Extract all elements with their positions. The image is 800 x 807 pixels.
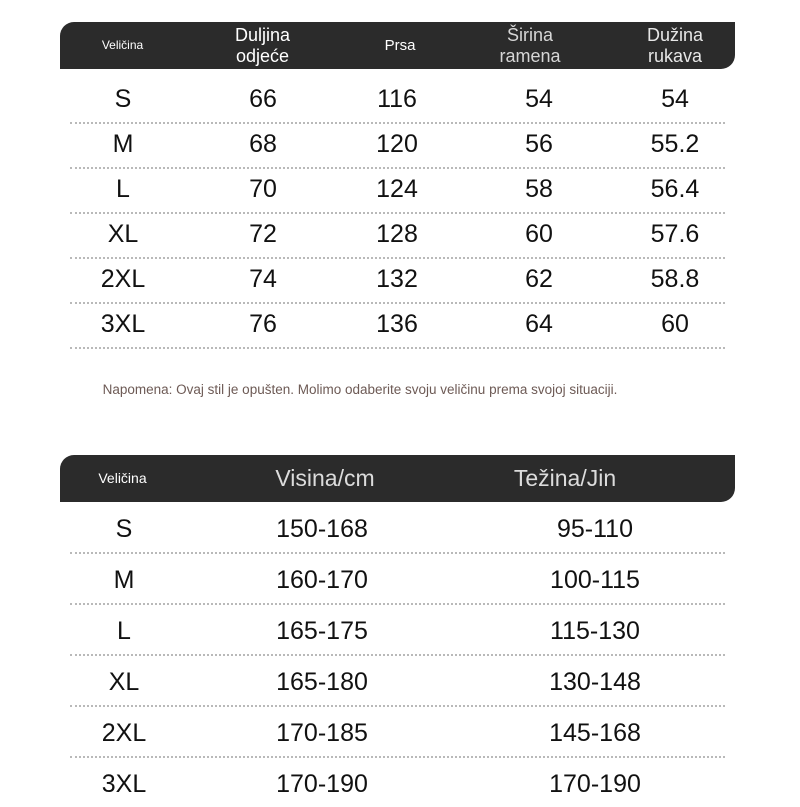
measurement-value: 132: [376, 265, 418, 293]
header-shoulder-width: Širina ramena: [499, 24, 561, 66]
weight-range: 100-115: [550, 565, 640, 594]
measurement-value: 55.2: [650, 130, 700, 158]
size-label: S: [114, 85, 132, 113]
table-row: [70, 557, 725, 605]
table-row: [70, 167, 725, 214]
weight-range: 115-130: [550, 616, 640, 645]
table-row: [70, 257, 725, 304]
header-garment-length: Duljina odjeće: [234, 24, 291, 66]
table-row: [70, 212, 725, 259]
measurement-value: 68: [249, 130, 277, 158]
measurement-value: 58.8: [650, 265, 700, 293]
measurement-value: 66: [249, 85, 277, 113]
measurement-value: 128: [376, 220, 418, 248]
measurement-value: 70: [249, 175, 277, 203]
measurement-value: 76: [249, 310, 277, 338]
height-range: 165-180: [276, 667, 368, 696]
size-label: 2XL: [101, 718, 147, 747]
size-label: M: [112, 130, 134, 158]
measurement-value: 54: [525, 85, 553, 113]
measurement-value: 56: [525, 130, 553, 158]
measurement-value: 72: [249, 220, 277, 248]
measurement-value: 62: [525, 265, 553, 293]
size-label: L: [116, 175, 130, 203]
weight-range: 95-110: [557, 514, 633, 543]
measurement-value: 54: [661, 85, 689, 113]
measurement-value: 124: [376, 175, 418, 203]
measurement-value: 136: [376, 310, 418, 338]
size-label: 3XL: [101, 769, 147, 798]
measurement-value: 56.4: [650, 175, 700, 203]
height-range: 170-190: [276, 769, 368, 798]
header-size: Veličina: [101, 37, 144, 52]
size-label: M: [113, 565, 135, 594]
table-row: [70, 761, 725, 807]
measurement-value: 74: [249, 265, 277, 293]
size-label: XL: [107, 220, 139, 248]
header-chest: Prsa: [384, 36, 416, 54]
measurement-value: 64: [525, 310, 553, 338]
table-row: [70, 710, 725, 758]
height-range: 160-170: [276, 565, 368, 594]
weight-range: 145-168: [549, 718, 641, 747]
size-label: L: [117, 616, 131, 645]
header-size: Veličina: [98, 470, 147, 487]
header-sleeve-length: Dužina rukava: [646, 24, 704, 66]
size-chart-header: [60, 22, 735, 69]
measurement-value: 57.6: [650, 220, 700, 248]
measurement-value: 58: [525, 175, 553, 203]
size-note: Napomena: Ovaj stil je opušten. Molimo odaberite svoju veličinu prema svojoj situaciji.: [102, 382, 618, 397]
height-range: 170-185: [276, 718, 368, 747]
height-range: 150-168: [276, 514, 368, 543]
size-label: XL: [108, 667, 140, 696]
header-weight: Težina/Jin: [513, 465, 617, 492]
table-row: [70, 302, 725, 349]
height-weight-header: [60, 455, 735, 502]
table-row: [70, 506, 725, 554]
height-range: 165-175: [276, 616, 368, 645]
size-label: S: [115, 514, 133, 543]
header-height: Visina/cm: [275, 465, 375, 492]
size-label: 2XL: [100, 265, 146, 293]
table-row: [70, 608, 725, 656]
table-row: [70, 77, 725, 124]
size-label: 3XL: [100, 310, 146, 338]
table-row: [70, 122, 725, 169]
table-row: [70, 659, 725, 707]
measurement-value: 60: [661, 310, 689, 338]
weight-range: 130-148: [549, 667, 641, 696]
measurement-value: 60: [525, 220, 553, 248]
weight-range: 170-190: [549, 769, 641, 798]
measurement-value: 120: [376, 130, 418, 158]
measurement-value: 116: [377, 85, 417, 113]
